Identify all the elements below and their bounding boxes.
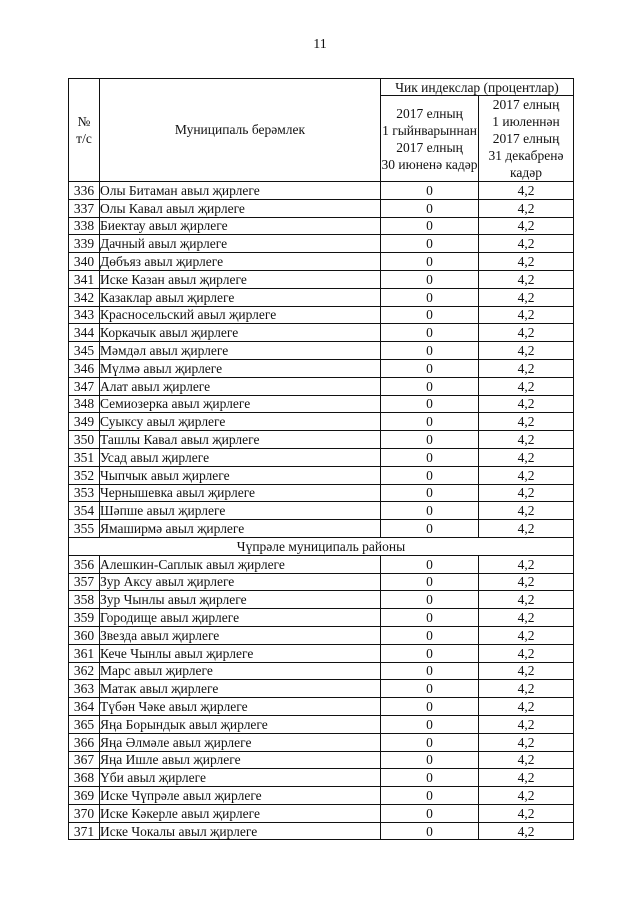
- row-number: 340: [69, 253, 100, 271]
- table-row: [69, 787, 574, 805]
- first-half-index: 0: [381, 573, 479, 591]
- indices-group-header: Чик индекслар (процентлар): [381, 79, 574, 96]
- municipality-name: Иске Кәкерле авыл җирлеге: [100, 804, 381, 822]
- row-number: 362: [69, 662, 100, 680]
- municipality-name: Иске Чокалы авыл җирлеге: [100, 822, 381, 840]
- second-half-index: 4,2: [479, 253, 574, 271]
- second-half-index: 4,2: [479, 520, 574, 538]
- second-half-index: 4,2: [479, 484, 574, 502]
- first-half-index: 0: [381, 217, 479, 235]
- municipality-name: Олы Битаман авыл җирлеге: [100, 182, 381, 200]
- first-half-header-line: 1 гыйнварыннан: [382, 122, 477, 138]
- first-half-index: 0: [381, 555, 479, 573]
- first-half-index: 0: [381, 502, 479, 520]
- row-number: 350: [69, 431, 100, 449]
- section-title: Чүпрәле муниципаль районы: [69, 537, 574, 555]
- second-half-index: 4,2: [479, 644, 574, 662]
- municipality-name: Яңа Ишле авыл җирлеге: [100, 751, 381, 769]
- first-half-index: 0: [381, 822, 479, 840]
- second-half-header-line: 31 декабренә: [488, 148, 564, 163]
- section-row: [69, 537, 574, 555]
- second-half-index: 4,2: [479, 662, 574, 680]
- municipality-name: Матак авыл җирлеге: [100, 680, 381, 698]
- municipality-column-header: Муниципаль берәмлек: [100, 79, 381, 182]
- table-row: [69, 733, 574, 751]
- number-header-line2: т/с: [76, 131, 92, 146]
- second-half-index: 4,2: [479, 270, 574, 288]
- municipality-name: Коркачык авыл җирлеге: [100, 324, 381, 342]
- number-column-header: [69, 79, 100, 182]
- municipality-name: Чернышевка авыл җирлеге: [100, 484, 381, 502]
- row-number: 338: [69, 217, 100, 235]
- municipality-name: Семиозерка авыл җирлеге: [100, 395, 381, 413]
- municipality-name: Кече Чынлы авыл җирлеге: [100, 644, 381, 662]
- table-row: [69, 609, 574, 627]
- row-number: 339: [69, 235, 100, 253]
- municipality-name: Городище авыл җирлеге: [100, 609, 381, 627]
- first-half-index: 0: [381, 199, 479, 217]
- first-half-index: 0: [381, 644, 479, 662]
- table-row: [69, 324, 574, 342]
- row-number: 355: [69, 520, 100, 538]
- row-number: 361: [69, 644, 100, 662]
- row-number: 337: [69, 199, 100, 217]
- first-half-index: 0: [381, 698, 479, 716]
- second-half-index: 4,2: [479, 609, 574, 627]
- first-half-index: 0: [381, 804, 479, 822]
- first-half-header-line: 30 июненә кадәр: [381, 156, 478, 172]
- table-row: [69, 359, 574, 377]
- municipality-name: Иске Казан авыл җирлеге: [100, 270, 381, 288]
- second-half-index: 4,2: [479, 306, 574, 324]
- row-number: 366: [69, 733, 100, 751]
- second-half-index: 4,2: [479, 715, 574, 733]
- table-row: [69, 804, 574, 822]
- first-half-index: 0: [381, 377, 479, 395]
- first-half-index: 0: [381, 680, 479, 698]
- indices-table: [68, 78, 574, 840]
- second-half-index: 4,2: [479, 822, 574, 840]
- second-half-index: 4,2: [479, 377, 574, 395]
- second-half-index: 4,2: [479, 395, 574, 413]
- municipality-name: Яңа Борындык авыл җирлеге: [100, 715, 381, 733]
- second-half-header-line: кадәр: [510, 165, 542, 180]
- row-number: 363: [69, 680, 100, 698]
- second-half-index: 4,2: [479, 199, 574, 217]
- municipality-name: Олы Кавал авыл җирлеге: [100, 199, 381, 217]
- row-number: 365: [69, 715, 100, 733]
- table-row: [69, 182, 574, 200]
- first-half-index: 0: [381, 769, 479, 787]
- second-half-header-line: 1 июленнән: [492, 114, 560, 129]
- table-row: [69, 217, 574, 235]
- second-half-index: 4,2: [479, 182, 574, 200]
- row-number: 357: [69, 573, 100, 591]
- table-row: [69, 822, 574, 840]
- second-half-index: 4,2: [479, 235, 574, 253]
- number-header-line1: №: [77, 114, 91, 129]
- first-half-index: 0: [381, 733, 479, 751]
- first-half-index: 0: [381, 359, 479, 377]
- table-body-second: [69, 555, 574, 840]
- row-number: 341: [69, 270, 100, 288]
- first-half-index: 0: [381, 395, 479, 413]
- table-row: [69, 591, 574, 609]
- second-half-header-line: 2017 елның: [492, 131, 560, 146]
- row-number: 336: [69, 182, 100, 200]
- municipality-name: Үби авыл җирлеге: [100, 769, 381, 787]
- first-half-index: 0: [381, 270, 479, 288]
- first-half-index: 0: [381, 235, 479, 253]
- row-number: 349: [69, 413, 100, 431]
- table-row: [69, 662, 574, 680]
- municipality-name: Алешкин-Саплык авыл җирлеге: [100, 555, 381, 573]
- first-half-column-header: [381, 96, 479, 182]
- municipality-name: Красносельский авыл җирлеге: [100, 306, 381, 324]
- row-number: 354: [69, 502, 100, 520]
- table-row: [69, 751, 574, 769]
- second-half-header-line: 2017 елның: [492, 97, 560, 112]
- row-number: 342: [69, 288, 100, 306]
- municipality-name: Яңа Әлмәле авыл җирлеге: [100, 733, 381, 751]
- table-row: [69, 769, 574, 787]
- second-half-index: 4,2: [479, 680, 574, 698]
- second-half-index: 4,2: [479, 359, 574, 377]
- municipality-name: Ямаширмә авыл җирлеге: [100, 520, 381, 538]
- first-half-index: 0: [381, 182, 479, 200]
- table-row: [69, 466, 574, 484]
- second-half-index: 4,2: [479, 804, 574, 822]
- table-row: [69, 520, 574, 538]
- municipality-name: Иске Чүпрәле авыл җирлеге: [100, 787, 381, 805]
- table-row: [69, 235, 574, 253]
- table-row: [69, 626, 574, 644]
- table-row: [69, 270, 574, 288]
- table-row: [69, 288, 574, 306]
- second-half-index: 4,2: [479, 217, 574, 235]
- table-row: [69, 698, 574, 716]
- page-number: 11: [313, 37, 327, 52]
- municipality-name: Казаклар авыл җирлеге: [100, 288, 381, 306]
- first-half-index: 0: [381, 787, 479, 805]
- table-body-first: [69, 182, 574, 538]
- row-number: 367: [69, 751, 100, 769]
- row-number: 347: [69, 377, 100, 395]
- second-half-index: 4,2: [479, 448, 574, 466]
- second-half-index: 4,2: [479, 288, 574, 306]
- municipality-name: Мүлмә авыл җирлеге: [100, 359, 381, 377]
- row-number: 352: [69, 466, 100, 484]
- first-half-index: 0: [381, 626, 479, 644]
- row-number: 368: [69, 769, 100, 787]
- row-number: 364: [69, 698, 100, 716]
- second-half-index: 4,2: [479, 626, 574, 644]
- row-number: 343: [69, 306, 100, 324]
- first-half-index: 0: [381, 662, 479, 680]
- municipality-name: Зур Чынлы авыл җирлеге: [100, 591, 381, 609]
- first-half-index: 0: [381, 609, 479, 627]
- first-half-index: 0: [381, 466, 479, 484]
- table-row: [69, 395, 574, 413]
- table-row: [69, 377, 574, 395]
- section-header-group: [69, 537, 574, 555]
- second-half-index: 4,2: [479, 466, 574, 484]
- second-half-index: 4,2: [479, 413, 574, 431]
- first-half-index: 0: [381, 306, 479, 324]
- municipality-name: Алат авыл җирлеге: [100, 377, 381, 395]
- second-half-index: 4,2: [479, 324, 574, 342]
- municipality-name: Мәмдәл авыл җирлеге: [100, 342, 381, 360]
- table-row: [69, 448, 574, 466]
- municipality-name: Зур Аксу авыл җирлеге: [100, 573, 381, 591]
- second-half-index: 4,2: [479, 502, 574, 520]
- municipality-name: Шәпше авыл җирлеге: [100, 502, 381, 520]
- second-half-index: 4,2: [479, 751, 574, 769]
- first-half-index: 0: [381, 751, 479, 769]
- table-row: [69, 644, 574, 662]
- table-row: [69, 413, 574, 431]
- municipality-name: Дачный авыл җирлеге: [100, 235, 381, 253]
- row-number: 371: [69, 822, 100, 840]
- table-row: [69, 555, 574, 573]
- table-row: [69, 573, 574, 591]
- first-half-index: 0: [381, 342, 479, 360]
- first-half-index: 0: [381, 431, 479, 449]
- first-half-index: 0: [381, 715, 479, 733]
- row-number: 351: [69, 448, 100, 466]
- row-number: 358: [69, 591, 100, 609]
- table-row: [69, 306, 574, 324]
- second-half-index: 4,2: [479, 733, 574, 751]
- table-row: [69, 342, 574, 360]
- municipality-name: Марс авыл җирлеге: [100, 662, 381, 680]
- table-row: [69, 502, 574, 520]
- second-half-index: 4,2: [479, 769, 574, 787]
- row-number: 346: [69, 359, 100, 377]
- first-half-index: 0: [381, 591, 479, 609]
- table-header: [69, 79, 574, 182]
- second-half-index: 4,2: [479, 342, 574, 360]
- row-number: 359: [69, 609, 100, 627]
- second-half-index: 4,2: [479, 573, 574, 591]
- first-half-index: 0: [381, 288, 479, 306]
- first-half-header-line: 2017 елның: [396, 105, 463, 121]
- second-half-index: 4,2: [479, 555, 574, 573]
- row-number: 369: [69, 787, 100, 805]
- first-half-index: 0: [381, 484, 479, 502]
- first-half-index: 0: [381, 253, 479, 271]
- municipality-name: Чыпчык авыл җирлеге: [100, 466, 381, 484]
- first-half-index: 0: [381, 324, 479, 342]
- second-half-index: 4,2: [479, 591, 574, 609]
- row-number: 345: [69, 342, 100, 360]
- table-row: [69, 199, 574, 217]
- municipality-name: Дөбъяз авыл җирлеге: [100, 253, 381, 271]
- municipality-name: Биектау авыл җирлеге: [100, 217, 381, 235]
- municipality-name: Суыксу авыл җирлеге: [100, 413, 381, 431]
- first-half-index: 0: [381, 413, 479, 431]
- municipality-name: Звезда авыл җирлеге: [100, 626, 381, 644]
- municipality-name: Түбән Чәке авыл җирлеге: [100, 698, 381, 716]
- first-half-index: 0: [381, 448, 479, 466]
- row-number: 353: [69, 484, 100, 502]
- table-row: [69, 484, 574, 502]
- table-row: [69, 680, 574, 698]
- second-half-index: 4,2: [479, 698, 574, 716]
- first-half-index: 0: [381, 520, 479, 538]
- table-row: [69, 253, 574, 271]
- table-row: [69, 715, 574, 733]
- second-half-column-header: [479, 96, 574, 182]
- first-half-header-line: 2017 елның: [396, 139, 463, 155]
- municipality-name: Усад авыл җирлеге: [100, 448, 381, 466]
- municipality-name: Ташлы Кавал авыл җирлеге: [100, 431, 381, 449]
- row-number: 360: [69, 626, 100, 644]
- row-number: 348: [69, 395, 100, 413]
- row-number: 370: [69, 804, 100, 822]
- second-half-index: 4,2: [479, 431, 574, 449]
- row-number: 356: [69, 555, 100, 573]
- table-row: [69, 431, 574, 449]
- row-number: 344: [69, 324, 100, 342]
- second-half-index: 4,2: [479, 787, 574, 805]
